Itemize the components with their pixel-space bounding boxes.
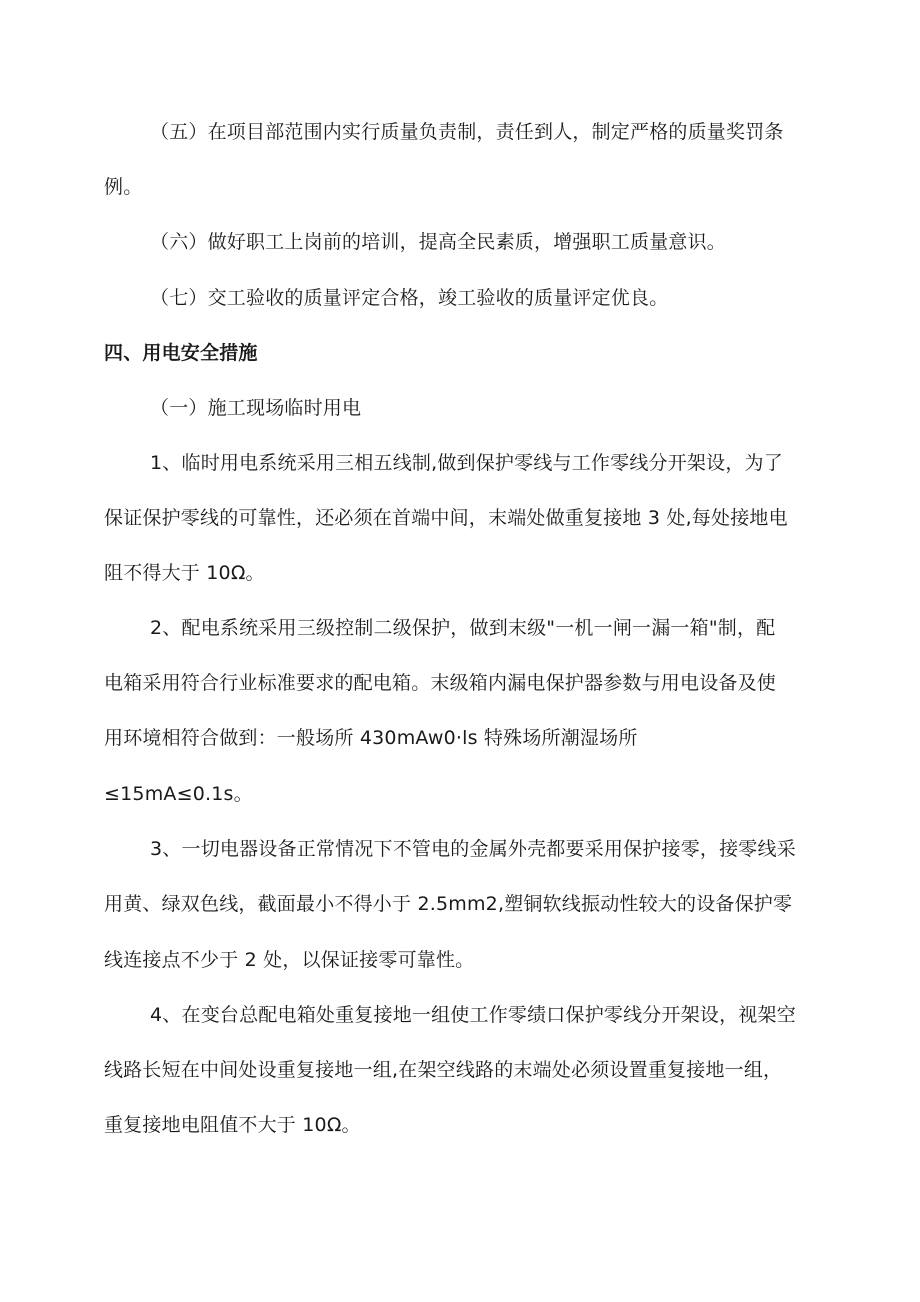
para-2-line-2: 电箱采用符合行业标准要求的配电箱。末级箱内漏电保护器参数与用电设备及使 [104,672,777,694]
para-4-line-3: 重复接地电阻值不大于 10Ω。 [104,1114,361,1136]
section-4-subheading: （一）施工现场临时用电 [150,397,362,419]
para-1-line-3: 阻不得大于 10Ω。 [104,562,265,584]
para-4-line-1: 4、在变台总配电箱处重复接地一组使工作零绩口保护零线分开架设，视架空 [150,1004,796,1026]
para-3-line-1: 3、一切电器设备正常情况下不管电的金属外壳都要采用保护接零，接零线采 [150,838,796,860]
para-2-line-4: ≤15mA≤0.1s。 [104,783,253,805]
section-4-heading: 四、用电安全措施 [104,342,258,364]
para-2-line-1: 2、配电系统采用三级控制二级保护，做到末级"一机一闸一漏一箱"制，配 [150,617,776,639]
quality-item-5-line-1: （五）在项目部范围内实行质量负责制，责任到人，制定严格的质量奖罚条 [150,121,784,143]
para-2-line-3: 用环境相符合做到：一般场所 430mAw0·ls 特殊场所潮湿场所 [104,727,638,749]
para-4-line-2: 线路长短在中间处设重复接地一组,在架空线路的末端处必须设置重复接地一组， [104,1059,783,1081]
quality-item-5-line-2: 例。 [104,176,143,198]
para-3-line-3: 线连接点不少于 2 处，以保证接零可靠性。 [104,949,475,971]
quality-item-7: （七）交工验收的质量评定合格，竣工验收的质量评定优良。 [150,287,669,309]
quality-item-6: （六）做好职工上岗前的培训，提高全民素质，增强职工质量意识。 [150,231,727,253]
para-1-line-1: 1、临时用电系统采用三相五线制,做到保护零线与工作零线分开架设，为了 [150,452,783,474]
para-1-line-2: 保证保护零线的可靠性，还必须在首端中间，末端处做重复接地 3 处,每处接地电 [104,507,788,529]
para-3-line-2: 用黄、绿双色线，截面最小不得小于 2.5mm2,塑铜软线振动性较大的设备保护零 [104,893,793,915]
